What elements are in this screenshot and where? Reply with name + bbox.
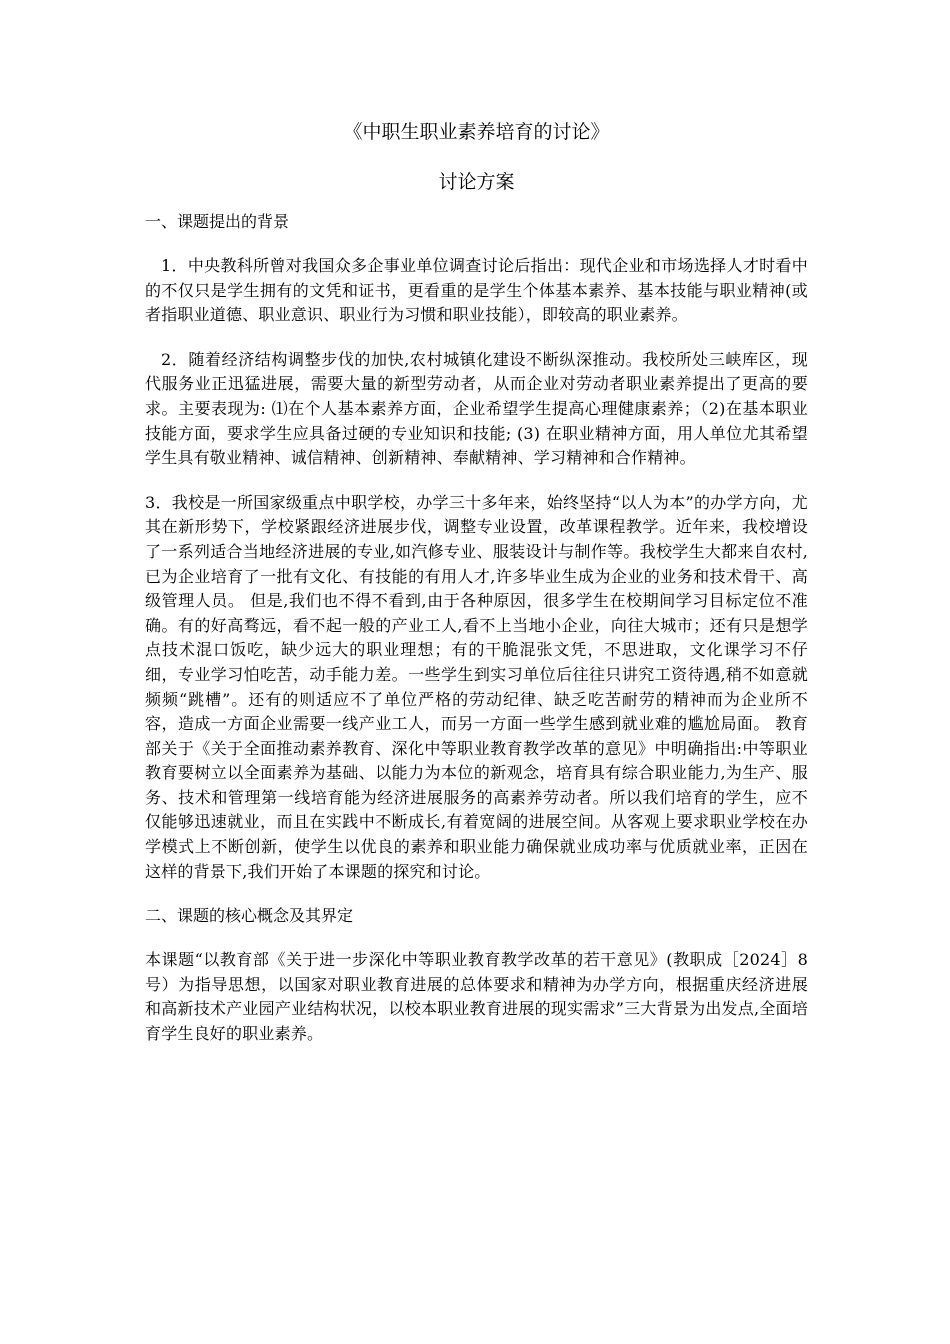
paragraph-4: 本课题“以教育部《关于进一步深化中等职业教育教学改革的若干意见》(教职成［2024］8号）为指导思想，以国家对职业教育进展的总体要求和精神为办学方向，根据重庆经济进展和高新技术产业园产业结构状况，以校本职业教育进展的现实需求”三大背景为出发点,全面培育学生良好的职业素养。 [145, 950, 808, 1044]
document-subtitle: 讨论方案 [438, 171, 515, 193]
document-body [145, 118, 808, 1067]
paragraph-2: 2．随着经济结构调整步伐的加快,农村城镇化建设不断纵深推动。我校所处三峡库区，现代服务业正迅猛进展，需要大量的新型劳动者，从而企业对劳动者职业素养提出了更高的要求。主要表现为: ⑴在个人基本素养方面，企业希望学生提高心理健康素养；（2)在基本职业技能方面，要求学生应具备过硬的专业知识和技能; (3) 在职业精神方面，用人单位尤其希望学生具有敬业精神、诚信精神、创新精神、奉献精神、学习精神和合作精神。 [145, 349, 808, 468]
paragraph-3: 3．我校是一所国家级重点中职学校，办学三十多年来，始终坚持“以人为本”的办学方向，尤其在新形势下，学校紧跟经济进展步伐，调整专业设置，改革课程教学。近年来，我校增设了一系列适合当地经济进展的专业,如汽修专业、服装设计与制作等。我校学生大都来自农村,已为企业培育了一批有文化、有技能的有用人才,许多毕业生成为企业的业务和技术骨干、高级管理人员。 但是,我们也不得不看到,由于各种原因，很多学生在校期间学习目标定位不准确。有的好高骛远，看不起一般的产业工人,看不上当地小企业，向往大城市；还有只是想学点技术混口饭吃，缺少远大的职业理想；有的干脆混张文凭，不思进取，文化课学习不仔细，专业学习怕吃苦，动手能力差。一些学生到实习单位后往往只讲究工资待遇,稍不如意就频频“跳槽”。还有的则适应不了单位严格的劳动纪律、缺乏吃苦耐劳的精神而为企业所不容，造成一方面企业需要一线产业工人，而另一方面一些学生感到就业难的尴尬局面。 教育部关于《关于全面推动素养教育、深化中等职业教育教学改革的意见》中明确指出:中等职业教育要树立以全面素养为基础、以能力为本位的新观念，培育具有综合职业能力,为生产、服务、技术和管理第一线培育能为经济进展服务的高素养劳动者。所以我们培育的学生，应不仅能够迅速就业，而且在实践中不断成长,有着宽阔的进展空间。从客观上要求职业学校在办学模式上不断创新，使学生以优良的素养和职业能力确保就业成功率与优质就业率，正因在这样的背景下,我们开始了本课题的探究和讨论。 [145, 492, 808, 881]
section-heading-background: 一、课题提出的背景 [145, 212, 290, 231]
paragraph-1: 1．中央教科所曾对我国众多企事业单位调查讨论后指出：现代企业和市场选择人才时看中的不仅只是学生拥有的文凭和证书，更看重的是学生个体基本素养、基本技能与职业精神(或者指职业道德、职业意识、职业行为习惯和职业技能），即较高的职业素养。 [145, 256, 808, 325]
section-heading-core-concept: 二、课题的核心概念及其界定 [145, 906, 354, 926]
document-title: 《中职生职业素养培育的讨论》 [343, 121, 610, 143]
